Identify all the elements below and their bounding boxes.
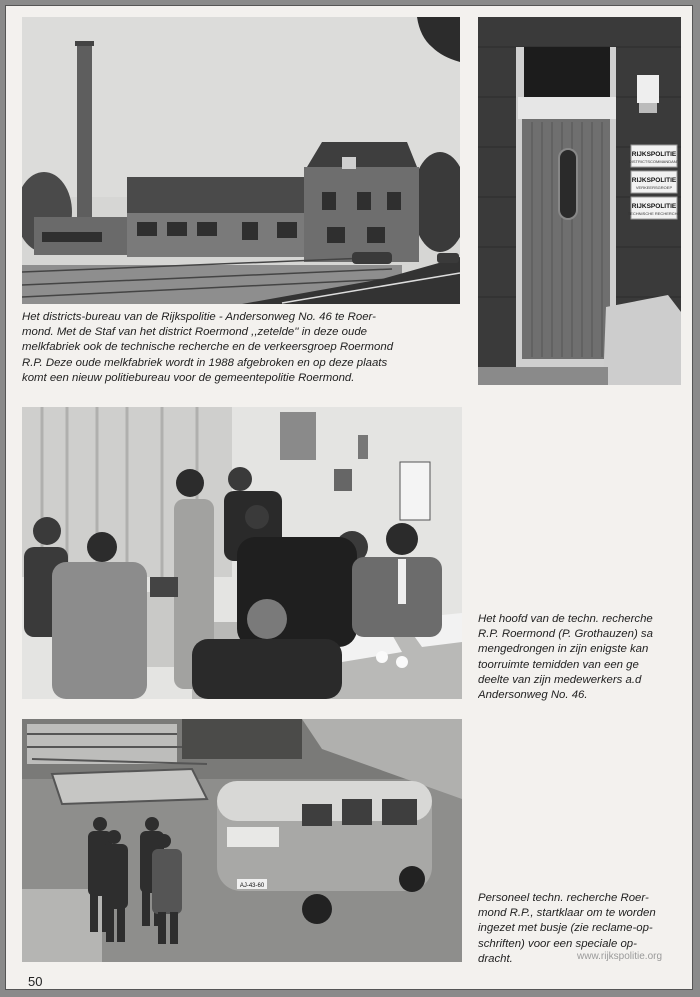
photo-van-personnel	[22, 719, 462, 962]
watermark: www.rijkspolitie.org	[577, 951, 663, 962]
caption-line: Andersonweg No. 46.	[478, 689, 588, 702]
caption-line: Het districts-bureau van de Rijkspolitie - Andersonweg No. 46 te Roer-	[22, 311, 376, 323]
svg-text:TECHNISCHE RECHERCHE: TECHNISCHE RECHERCHE	[627, 211, 681, 216]
caption-line: ingezet met busje (zie reclame-op-	[478, 922, 653, 935]
door-sign-2: RIJKSPOLITIE	[631, 177, 677, 184]
caption-building	[22, 310, 393, 386]
caption-line: dracht.	[478, 952, 513, 965]
photo-police-building	[22, 17, 460, 304]
van-plate: AJ-43-60	[239, 883, 265, 889]
svg-text:DISTRICTSCOMMANDANT: DISTRICTSCOMMANDANT	[628, 159, 680, 164]
caption-line: schriften) voor een speciale op-	[478, 937, 637, 950]
caption-line: mengedrongen in zijn enigste kan	[478, 643, 649, 656]
magazine-page	[5, 5, 693, 990]
caption-line: Het hoofd van de techn. recherche	[478, 613, 653, 625]
caption-line: R.P. Deze oude melkfabriek wordt in 1988 afgebroken en op deze plaats	[22, 356, 388, 369]
caption-line: komt een nieuw politiebureau voor de gemeentepolitie Roermond.	[22, 371, 355, 384]
caption-line: deelte van zijn medewerkers a.d	[478, 673, 642, 686]
page-number: 50	[28, 974, 43, 989]
photo-police-doorway	[478, 17, 681, 385]
caption-line: melkfabriek ook de technische recherche en de verkeersgroep Roermond	[22, 341, 394, 354]
caption-line: mond R.P., startklaar om te worden	[478, 907, 656, 920]
photo-office-meeting	[22, 407, 462, 699]
door-sign-3: RIJKSPOLITIE	[631, 203, 677, 210]
caption-line: R.P. Roermond (P. Grothauzen) sa	[478, 628, 653, 641]
caption-line: Personeel techn. recherche Roer-	[478, 892, 649, 904]
caption-office	[478, 612, 686, 703]
svg-text:VERKEERSGROEP: VERKEERSGROEP	[635, 185, 673, 190]
door-sign-1: RIJKSPOLITIE	[631, 151, 677, 158]
caption-line: mond. Met de Staf van het district Roermond ,,zetelde'' in deze oude	[22, 326, 367, 339]
caption-line: toorruimte temidden van een ge	[478, 658, 639, 671]
